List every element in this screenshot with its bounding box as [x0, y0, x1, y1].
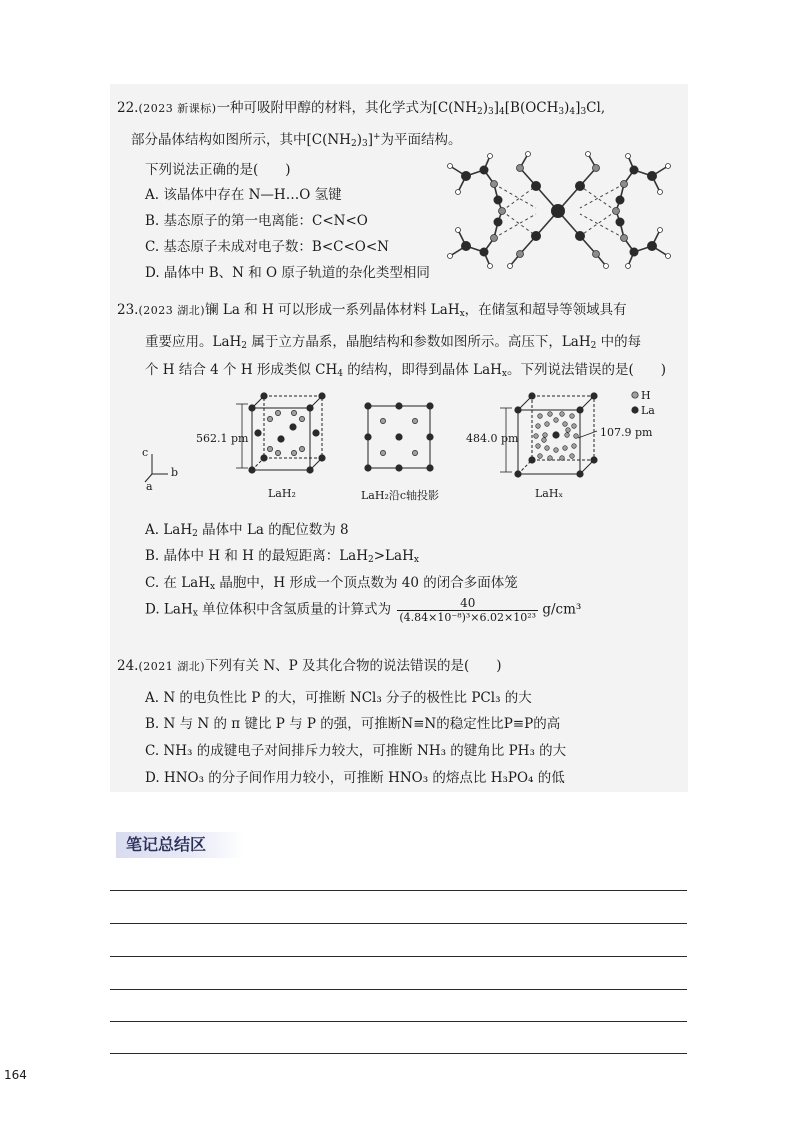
axis-label-c: c [142, 446, 149, 459]
question-22-option-b: B. 基态原子的第一电离能：C<N<O [145, 213, 368, 229]
legend [631, 392, 638, 414]
note-line [110, 989, 687, 990]
crystal-structure-figure [428, 148, 690, 274]
lahx-caption: LaHₓ [535, 487, 564, 500]
question-22-line2: 部分晶体结构如图所示，其中$[C(NH_2)_3]^+$为平面结构。 [131, 132, 462, 149]
question-23-line1: 23.(2023 湖北)镧 La 和 H 可以形成一系列晶体材料 LaH$_x$，在储氢和超导等领域具有 [117, 302, 627, 319]
question-23-line2: 重要应用。LaH$_2$ 属于立方晶系，晶胞结构和参数如图所示。高压下，LaH$_2$ 中的每 [145, 334, 642, 351]
density-formula: $\frac{40}{\text{(4.84×10⁻⁸)³×6.02×10²³}}$ [399, 596, 537, 624]
axis-label-b: b [171, 466, 179, 479]
question-22-option-d: D. 晶体中 B、N 和 O 原子轨道的杂化类型相同 [145, 265, 430, 281]
question-23-option-c: C. 在 LaH$_x$ 晶胞中，H 形成一个顶点数为 40 的闭合多面体笼 [145, 575, 518, 592]
note-line [110, 1053, 687, 1054]
question-24-stem: 24.(2021 湖北)下列有关 N、P 及其化合物的说法错误的是( ) [117, 658, 502, 674]
note-line [110, 956, 687, 957]
question-source: (2021 湖北) [138, 660, 206, 673]
note-line [110, 923, 687, 924]
question-23-option-b: B. 晶体中 H 和 H 的最短距离：LaH$_2$>LaH$_x$ [145, 548, 419, 565]
question-24-option-d: D. HNO₃ 的分子间作用力较小，可推断 HNO₃ 的熔点比 H₃PO₄ 的低 [145, 770, 565, 786]
axis-label-a: a [146, 480, 153, 493]
question-24-option-c: C. NH₃ 的成键电子对间排斥力较大，可推断 NH₃ 的键角比 PH₃ 的大 [145, 743, 567, 759]
question-number: 23. [117, 302, 139, 318]
question-22-ask: 下列说法正确的是( ) [145, 162, 291, 178]
lahx-h-distance: 107.9 pm [600, 426, 653, 439]
note-line [110, 1021, 687, 1022]
note-line [110, 890, 687, 891]
question-24-option-a: A. N 的电负性比 P 的大，可推断 NCl₃ 分子的极性比 PCl₃ 的大 [145, 690, 532, 706]
question-source: (2023 湖北) [138, 304, 206, 317]
legend-h-label: H [641, 389, 651, 402]
question-24-option-b: B. N 与 N 的 π 键比 P 与 P 的强，可推断N≡N的稳定性比P≡P的高 [145, 716, 561, 732]
question-23-option-d: D. LaH$_x$ 单位体积中含氢质量的计算式为 $\frac{40}{\text{(4.84×10⁻⁸)³×6.02×10²³}}$ g/cm³ [145, 596, 582, 624]
question-number: 24. [117, 658, 139, 674]
question-source: (2023 新课标) [138, 102, 217, 115]
question-22-line1: 22.(2023 新课标)一种可吸附甲醇的材料，其化学式为$[C(NH_2)_3]_4[B(OCH_3)_4]_3Cl$, [117, 100, 606, 117]
question-23-line3: 个 H 结合 4 个 H 形成类似 $CH_4$ 的结构，即得到晶体 LaH$_x$。下列说法错误的是( ) [145, 362, 667, 379]
lah2-edge-length: 562.1 pm [196, 432, 249, 445]
lah2-caption: LaH₂ [268, 487, 296, 500]
legend-la-label: La [641, 404, 655, 417]
question-22-option-c: C. 基态原子未成对电子数：B<C<O<N [145, 239, 389, 255]
axis-indicator [145, 454, 168, 482]
lah2-projection-caption: LaH₂沿c轴投影 [361, 489, 440, 502]
notes-section-title: 笔记总结区 [116, 832, 244, 858]
question-23-option-a: A. LaH$_2$ 晶体中 La 的配位数为 8 [145, 522, 349, 539]
question-number: 22. [117, 100, 139, 116]
question-22-option-a: A. 该晶体中存在 N—H…O 氢键 [145, 187, 342, 203]
lahx-edge-length: 484.0 pm [466, 432, 519, 445]
page-number: 164 [4, 1068, 27, 1082]
